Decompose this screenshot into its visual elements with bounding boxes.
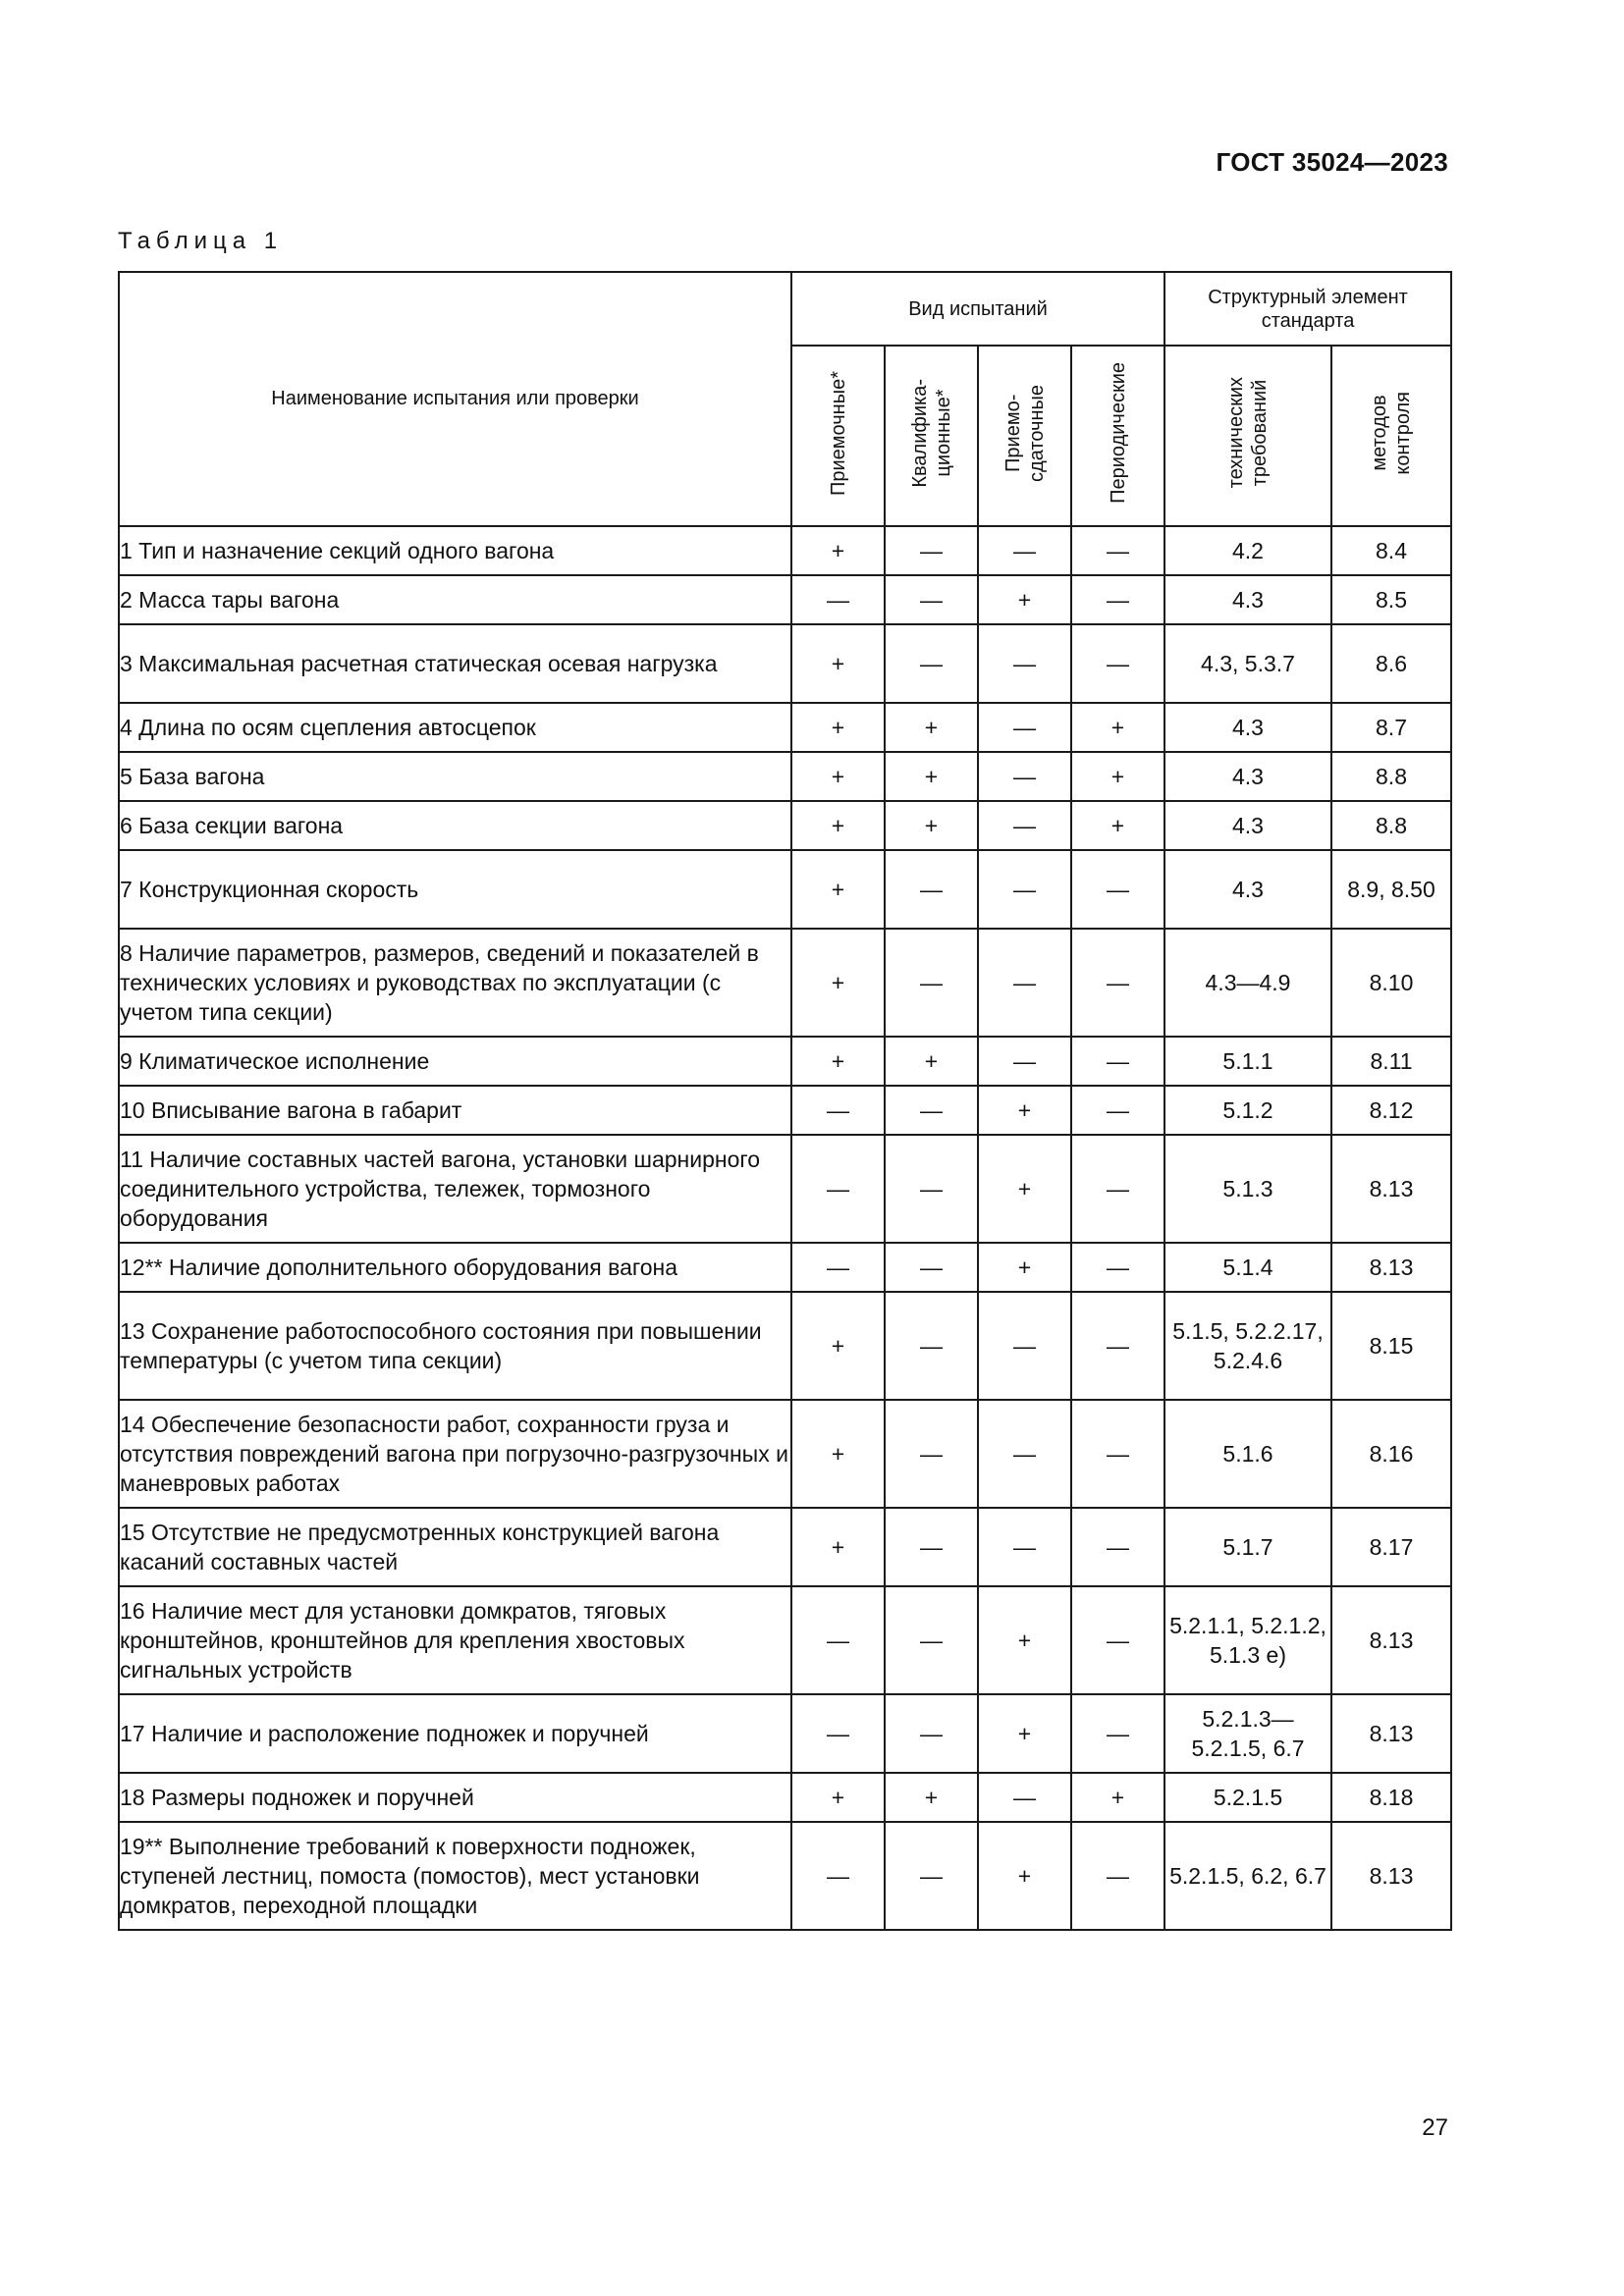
requirements-ref-cell: 4.2 xyxy=(1164,526,1331,575)
table-row xyxy=(119,801,1451,850)
control-method-ref-cell: 8.18 xyxy=(1331,1773,1451,1822)
control-method-ref-cell: 8.9, 8.50 xyxy=(1331,850,1451,929)
test-name-cell: 12** Наличие дополнительного оборудования вагона xyxy=(119,1243,791,1292)
test-type-mark-cell: — xyxy=(978,752,1071,801)
table-row xyxy=(119,929,1451,1037)
test-type-mark-cell: + xyxy=(791,929,885,1037)
test-type-mark-cell: + xyxy=(791,526,885,575)
test-type-mark-cell: — xyxy=(1071,929,1164,1037)
table-row xyxy=(119,1694,1451,1773)
test-type-mark-cell: + xyxy=(791,752,885,801)
table-row xyxy=(119,850,1451,929)
table-row xyxy=(119,1508,1451,1586)
table-body xyxy=(119,526,1451,1930)
test-type-mark-cell: — xyxy=(978,801,1071,850)
test-name-cell: 7 Конструкционная скорость xyxy=(119,850,791,929)
control-method-ref-cell: 8.8 xyxy=(1331,801,1451,850)
test-name-cell: 1 Тип и назначение секций одного вагона xyxy=(119,526,791,575)
control-method-ref-cell: 8.7 xyxy=(1331,703,1451,752)
header-name: Наименование испытания или проверки xyxy=(119,272,791,526)
test-type-mark-cell: — xyxy=(885,1400,978,1508)
test-type-mark-cell: — xyxy=(791,1243,885,1292)
table-row xyxy=(119,1037,1451,1086)
test-type-mark-cell: + xyxy=(791,624,885,703)
test-type-mark-cell: — xyxy=(885,1086,978,1135)
requirements-ref-cell: 5.2.1.1, 5.2.1.2, 5.1.3 е) xyxy=(1164,1586,1331,1694)
requirements-ref-cell: 5.1.7 xyxy=(1164,1508,1331,1586)
test-type-mark-cell: — xyxy=(791,1135,885,1243)
test-name-cell: 5 База вагона xyxy=(119,752,791,801)
requirements-ref-cell: 5.2.1.3— 5.2.1.5, 6.7 xyxy=(1164,1694,1331,1773)
requirements-ref-cell: 5.1.3 xyxy=(1164,1135,1331,1243)
table-caption: Таблица 1 xyxy=(118,228,284,254)
requirements-ref-cell: 5.1.2 xyxy=(1164,1086,1331,1135)
test-name-cell: 8 Наличие параметров, размеров, сведений и показателей в технических условиях и руководствах по эксплуатации (с учетом типа секции) xyxy=(119,929,791,1037)
control-method-ref-cell: 8.10 xyxy=(1331,929,1451,1037)
test-type-mark-cell: — xyxy=(978,929,1071,1037)
test-type-mark-cell: + xyxy=(1071,1773,1164,1822)
test-type-mark-cell: — xyxy=(885,624,978,703)
test-type-mark-cell: — xyxy=(885,850,978,929)
table-row xyxy=(119,1400,1451,1508)
test-type-mark-cell: — xyxy=(885,1243,978,1292)
test-type-mark-cell: + xyxy=(885,1773,978,1822)
document-code: ГОСТ 35024—2023 xyxy=(1216,147,1448,177)
test-type-mark-cell: — xyxy=(885,1694,978,1773)
test-type-mark-cell: + xyxy=(791,1037,885,1086)
test-name-cell: 3 Максимальная расчетная статическая осевая нагрузка xyxy=(119,624,791,703)
test-type-mark-cell: + xyxy=(1071,801,1164,850)
test-type-mark-cell: — xyxy=(1071,624,1164,703)
test-type-mark-cell: — xyxy=(885,1508,978,1586)
control-method-ref-cell: 8.13 xyxy=(1331,1822,1451,1930)
requirements-ref-cell: 5.2.1.5, 6.2, 6.7 xyxy=(1164,1822,1331,1930)
test-name-cell: 2 Масса тары вагона xyxy=(119,575,791,624)
test-type-mark-cell: — xyxy=(791,1822,885,1930)
test-name-cell: 17 Наличие и расположение подножек и поручней xyxy=(119,1694,791,1773)
test-type-mark-cell: + xyxy=(885,801,978,850)
test-type-mark-cell: + xyxy=(978,1694,1071,1773)
table-row xyxy=(119,703,1451,752)
test-type-mark-cell: + xyxy=(791,850,885,929)
test-type-mark-cell: — xyxy=(1071,526,1164,575)
table-row xyxy=(119,1086,1451,1135)
table-row xyxy=(119,1773,1451,1822)
test-type-mark-cell: — xyxy=(885,929,978,1037)
test-type-mark-cell: + xyxy=(885,752,978,801)
test-type-mark-cell: — xyxy=(1071,1400,1164,1508)
test-name-cell: 10 Вписывание вагона в габарит xyxy=(119,1086,791,1135)
test-type-mark-cell: + xyxy=(791,1773,885,1822)
header-control-methods: методов контроля xyxy=(1331,346,1451,526)
header-acceptance: Приемочные* xyxy=(791,346,885,526)
test-name-cell: 4 Длина по осям сцепления автосцепок xyxy=(119,703,791,752)
header-qualification: Квалифика- ционные* xyxy=(885,346,978,526)
test-name-cell: 13 Сохранение работоспособного состояния при повышении температуры (с учетом типа секции) xyxy=(119,1292,791,1400)
table-row xyxy=(119,752,1451,801)
test-type-mark-cell: — xyxy=(1071,1822,1164,1930)
control-method-ref-cell: 8.16 xyxy=(1331,1400,1451,1508)
test-type-mark-cell: — xyxy=(1071,1586,1164,1694)
table-row xyxy=(119,1243,1451,1292)
control-method-ref-cell: 8.13 xyxy=(1331,1586,1451,1694)
test-name-cell: 14 Обеспечение безопасности работ, сохранности груза и отсутствия повреждений вагона при погрузочно-разгрузочных и маневровых работах xyxy=(119,1400,791,1508)
requirements-ref-cell: 4.3 xyxy=(1164,575,1331,624)
test-type-mark-cell: — xyxy=(1071,1508,1164,1586)
test-type-mark-cell: + xyxy=(791,1292,885,1400)
header-standard-group: Структурный элемент стандарта xyxy=(1164,272,1451,346)
test-type-mark-cell: — xyxy=(978,526,1071,575)
control-method-ref-cell: 8.4 xyxy=(1331,526,1451,575)
test-name-cell: 11 Наличие составных частей вагона, установки шарнирного соединительного устройства, тележек, тормозного оборудования xyxy=(119,1135,791,1243)
requirements-ref-cell: 4.3 xyxy=(1164,801,1331,850)
test-type-mark-cell: — xyxy=(791,1086,885,1135)
test-type-mark-cell: — xyxy=(978,1037,1071,1086)
test-type-mark-cell: — xyxy=(978,850,1071,929)
table-row xyxy=(119,1292,1451,1400)
test-type-mark-cell: — xyxy=(885,526,978,575)
control-method-ref-cell: 8.17 xyxy=(1331,1508,1451,1586)
test-type-mark-cell: + xyxy=(885,1037,978,1086)
test-type-mark-cell: — xyxy=(1071,1243,1164,1292)
requirements-ref-cell: 4.3 xyxy=(1164,703,1331,752)
table-row xyxy=(119,1822,1451,1930)
test-type-mark-cell: — xyxy=(885,1292,978,1400)
control-method-ref-cell: 8.11 xyxy=(1331,1037,1451,1086)
test-type-mark-cell: — xyxy=(791,575,885,624)
tests-table xyxy=(118,271,1452,1931)
test-type-mark-cell: + xyxy=(791,1508,885,1586)
control-method-ref-cell: 8.8 xyxy=(1331,752,1451,801)
requirements-ref-cell: 4.3 xyxy=(1164,850,1331,929)
requirements-ref-cell: 5.1.1 xyxy=(1164,1037,1331,1086)
test-type-mark-cell: — xyxy=(978,624,1071,703)
control-method-ref-cell: 8.12 xyxy=(1331,1086,1451,1135)
header-periodic: Периодические xyxy=(1071,346,1164,526)
test-type-mark-cell: — xyxy=(978,1292,1071,1400)
table-row xyxy=(119,1586,1451,1694)
test-type-mark-cell: — xyxy=(885,1586,978,1694)
test-name-cell: 15 Отсутствие не предусмотренных конструкцией вагона касаний составных частей xyxy=(119,1508,791,1586)
requirements-ref-cell: 5.1.6 xyxy=(1164,1400,1331,1508)
test-type-mark-cell: + xyxy=(978,1822,1071,1930)
requirements-ref-cell: 4.3—4.9 xyxy=(1164,929,1331,1037)
table-row xyxy=(119,575,1451,624)
control-method-ref-cell: 8.5 xyxy=(1331,575,1451,624)
test-name-cell: 6 База секции вагона xyxy=(119,801,791,850)
test-name-cell: 16 Наличие мест для установки домкратов, тяговых кронштейнов, кронштейнов для крепления хвостовых сигнальных устройств xyxy=(119,1586,791,1694)
test-type-mark-cell: — xyxy=(978,1508,1071,1586)
test-type-mark-cell: — xyxy=(791,1694,885,1773)
test-name-cell: 9 Климатическое исполнение xyxy=(119,1037,791,1086)
test-type-mark-cell: + xyxy=(1071,703,1164,752)
test-name-cell: 19** Выполнение требований к поверхности подножек, ступеней лестниц, помоста (помостов), мест установки домкратов, переходной площадки xyxy=(119,1822,791,1930)
test-type-mark-cell: — xyxy=(1071,1037,1164,1086)
test-type-mark-cell: — xyxy=(1071,850,1164,929)
test-name-cell: 18 Размеры подножек и поручней xyxy=(119,1773,791,1822)
table-row xyxy=(119,624,1451,703)
test-type-mark-cell: — xyxy=(1071,575,1164,624)
test-type-mark-cell: + xyxy=(978,575,1071,624)
control-method-ref-cell: 8.13 xyxy=(1331,1243,1451,1292)
test-type-mark-cell: + xyxy=(978,1135,1071,1243)
header-tech-requirements: технических требований xyxy=(1164,346,1331,526)
test-type-mark-cell: — xyxy=(885,1822,978,1930)
control-method-ref-cell: 8.13 xyxy=(1331,1135,1451,1243)
requirements-ref-cell: 5.1.5, 5.2.2.17, 5.2.4.6 xyxy=(1164,1292,1331,1400)
test-type-mark-cell: — xyxy=(885,1135,978,1243)
table-row xyxy=(119,1135,1451,1243)
test-type-mark-cell: + xyxy=(791,703,885,752)
test-type-mark-cell: + xyxy=(978,1243,1071,1292)
test-type-mark-cell: + xyxy=(791,1400,885,1508)
header-test-type-group: Вид испытаний xyxy=(791,272,1164,346)
test-type-mark-cell: — xyxy=(978,1773,1071,1822)
control-method-ref-cell: 8.13 xyxy=(1331,1694,1451,1773)
table-row xyxy=(119,526,1451,575)
requirements-ref-cell: 4.3 xyxy=(1164,752,1331,801)
test-type-mark-cell: + xyxy=(1071,752,1164,801)
test-type-mark-cell: — xyxy=(1071,1292,1164,1400)
test-type-mark-cell: + xyxy=(978,1586,1071,1694)
test-type-mark-cell: — xyxy=(978,1400,1071,1508)
control-method-ref-cell: 8.15 xyxy=(1331,1292,1451,1400)
test-type-mark-cell: + xyxy=(791,801,885,850)
test-type-mark-cell: — xyxy=(885,575,978,624)
test-type-mark-cell: + xyxy=(978,1086,1071,1135)
requirements-ref-cell: 5.1.4 xyxy=(1164,1243,1331,1292)
test-type-mark-cell: — xyxy=(978,703,1071,752)
test-type-mark-cell: + xyxy=(885,703,978,752)
requirements-ref-cell: 4.3, 5.3.7 xyxy=(1164,624,1331,703)
header-handover: Приемо- сдаточные xyxy=(978,346,1071,526)
test-type-mark-cell: — xyxy=(791,1586,885,1694)
test-type-mark-cell: — xyxy=(1071,1694,1164,1773)
page-number: 27 xyxy=(1422,2114,1448,2141)
requirements-ref-cell: 5.2.1.5 xyxy=(1164,1773,1331,1822)
test-type-mark-cell: — xyxy=(1071,1086,1164,1135)
test-type-mark-cell: — xyxy=(1071,1135,1164,1243)
control-method-ref-cell: 8.6 xyxy=(1331,624,1451,703)
